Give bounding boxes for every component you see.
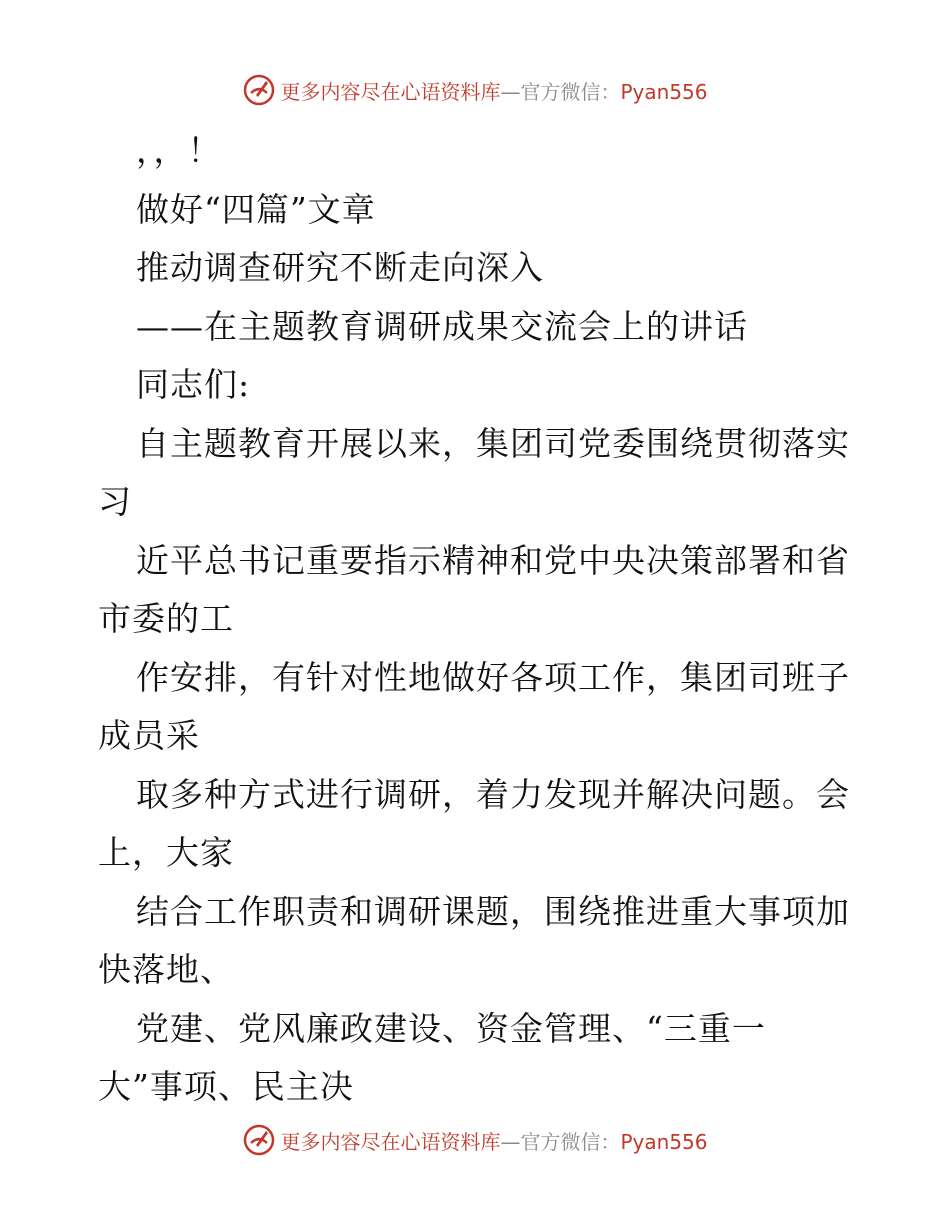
- text-line: 自主题教育开展以来，集团司党委围绕贯彻落实: [136, 423, 850, 463]
- book-quill-logo-icon: [242, 1123, 276, 1157]
- text-line: 结合工作职责和调研课题，围绕推进重大事项加: [136, 891, 850, 931]
- text-line: 做好“四篇”文章: [136, 189, 376, 229]
- watermark-wechat-id: Pyan556: [620, 1129, 708, 1154]
- document-body: [98, 122, 858, 1117]
- text-line: 近平总书记重要指示精神和党中央决策部署和省: [136, 540, 850, 580]
- watermark-brand: 更多内容尽在心语资料库: [280, 1129, 501, 1154]
- text-line: 作安排，有针对性地做好各项工作，集团司班子: [136, 657, 850, 697]
- watermark-dash: —: [500, 1129, 521, 1154]
- text-line: 上，大家: [98, 833, 234, 872]
- watermark-official-label: 官方微信：: [520, 1129, 621, 1154]
- watermark-dash: —: [500, 79, 521, 104]
- watermark-wechat-id: Pyan556: [620, 79, 708, 104]
- watermark-text: [280, 76, 707, 105]
- text-line: 快落地、: [98, 950, 234, 989]
- watermark-official-label: 官方微信：: [520, 79, 621, 104]
- text-line: ，，！: [136, 131, 222, 170]
- text-line: ——在主题教育调研成果交流会上的讲话: [136, 306, 748, 346]
- text-line: 大”事项、民主决: [98, 1067, 354, 1106]
- text-line: 市委的工: [98, 599, 234, 638]
- header-watermark: [0, 70, 950, 110]
- text-line: 党建、党风廉政建设、资金管理、“三重一: [136, 1008, 766, 1048]
- text-line: 同志们:: [136, 365, 251, 404]
- text-line: 推动调查研究不断走向深入: [136, 248, 544, 287]
- watermark-brand: 更多内容尽在心语资料库: [280, 79, 501, 104]
- text-line: 成员采: [98, 716, 200, 755]
- text-line: 习: [98, 482, 132, 521]
- book-quill-logo-icon: [242, 73, 276, 107]
- text-line: 取多种方式进行调研，着力发现并解决问题。会: [136, 774, 850, 814]
- footer-watermark: [0, 1120, 950, 1160]
- watermark-text: [280, 1126, 707, 1155]
